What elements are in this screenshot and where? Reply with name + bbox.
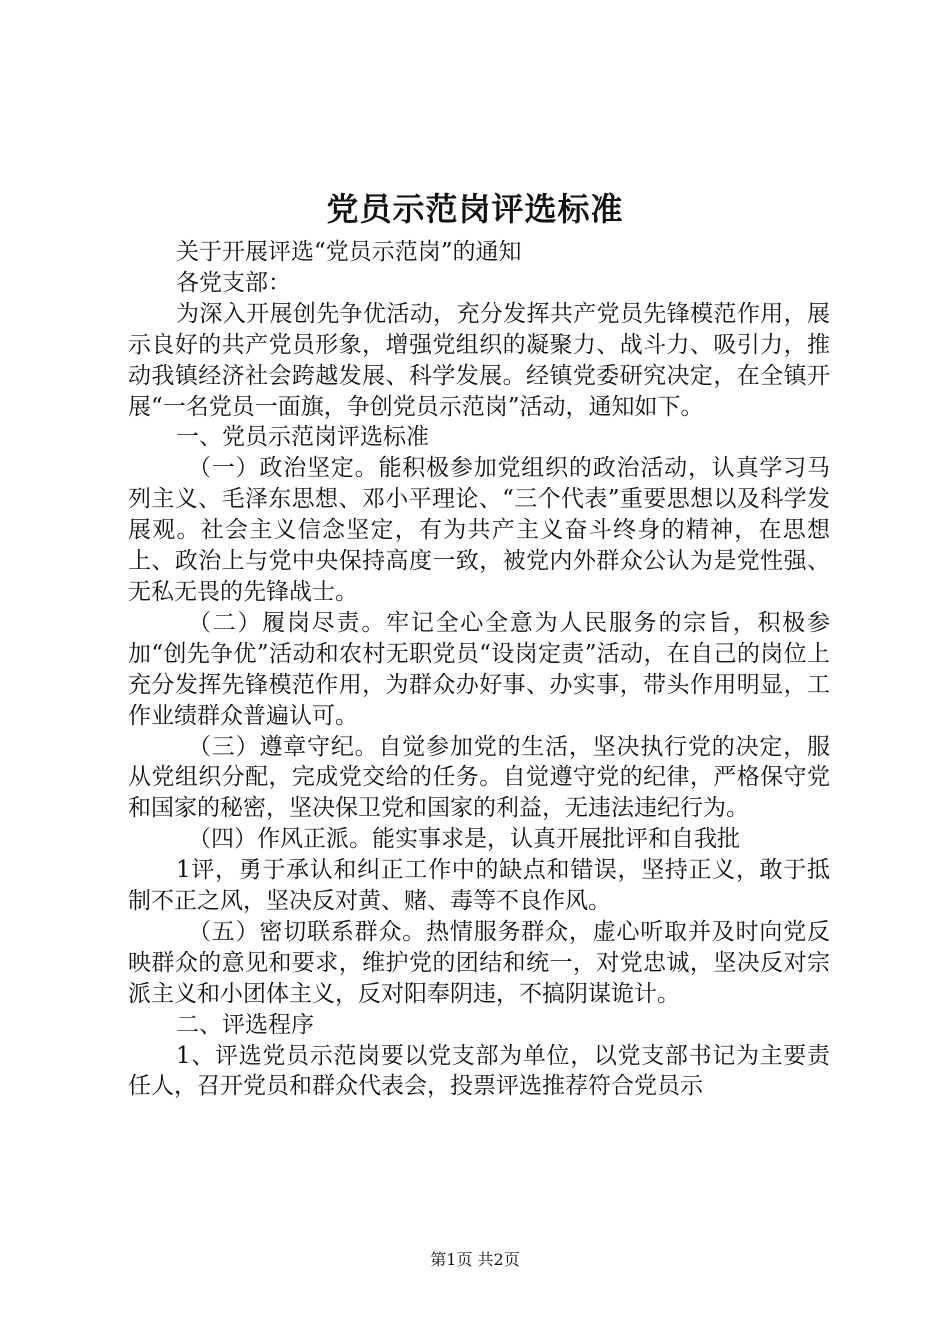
page-footer: 第1页 共2页 [430,1250,520,1269]
paragraph-intro: 为深入开展创先争优活动，充分发挥共产党员先锋模范作用，展示良好的共产党员形象，增强党组织的凝聚力、战斗力、吸引力，推动我镇经济社会跨越发展、科学发展。经镇党委研究决定，在全镇开展“一名党员一面旗，争创党员示范岗”活动，通知如下。 [128,300,830,420]
section-heading-2: 二、评选程序 [176,1011,314,1038]
notice-heading: 关于开展评选“党员示范岗”的通知 [176,239,522,265]
paragraph-item-1: （一）政治坚定。能积极参加党组织的政治活动，认真学习马列主义、毛泽东思想、邓小平理论、“三个代表”重要思想以及科学发展观。社会主义信念坚定，有为共产主义奋斗终身的精神，在思想上、政治上与党中央保持高度一致，被党内外群众公认为是党性强、无私无畏的先锋战士。 [128,455,830,605]
paragraph-item-4-continued: 1评，勇于承认和纠正工作中的缺点和错误，坚持正义，敢于抵制不正之风，坚决反对黄、赌、毒等不良作风。 [128,857,830,915]
salutation: 各党支部： [176,269,291,296]
paragraph-procedure-1: 1、评选党员示范岗要以党支部为单位，以党支部书记为主要责任人，召开党员和群众代表会，投票评选推荐符合党员示 [128,1042,830,1100]
page-title: 党员示范岗评选标准 [326,190,624,228]
document-body [128,237,830,1102]
paragraph-item-5: （五）密切联系群众。热情服务群众，虚心听取并及时向党反映群众的意见和要求，维护党的团结和统一，对党忠诚，坚决反对宗派主义和小团体主义，反对阳奉阴违，不搞阴谋诡计。 [128,918,830,1007]
section-heading-1: 一、党员示范岗评选标准 [176,424,429,451]
paragraph-item-4: （四）作风正派。能实事求是，认真开展批评和自我批 [188,826,740,853]
paragraph-item-2: （二）履岗尽责。牢记全心全意为人民服务的宗旨，积极参加“创先争优”活动和农村无职党员“设岗定责”活动，在自己的岗位上充分发挥先锋模范作用，为群众办好事、办实事，带头作用明显，工作业绩群众普遍认可。 [128,609,830,729]
paragraph-item-3: （三）遵章守纪。自觉参加党的生活，坚决执行党的决定，服从党组织分配，完成党交给的任务。自觉遵守党的纪律，严格保守党和国家的秘密，坚决保卫党和国家的利益，无违法违纪行为。 [128,733,830,822]
